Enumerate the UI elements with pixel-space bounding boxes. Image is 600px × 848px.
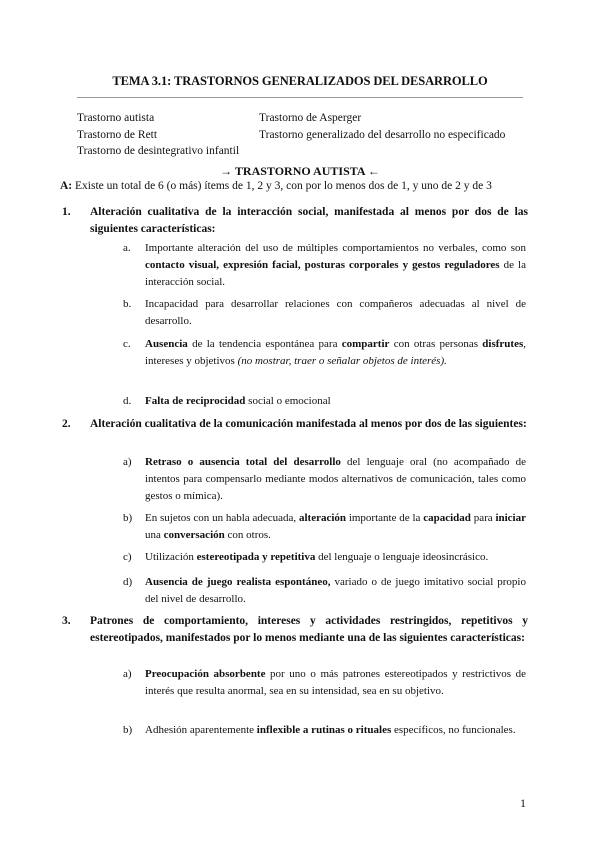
- sub-item-label: d.: [123, 395, 132, 407]
- item-heading: Alteración cualitativa de la interacción social, manifestada al menos por dos de las siguientes características:: [90, 206, 528, 235]
- sub-text-bold: Preocupación absorbente: [145, 668, 266, 680]
- sub-text: con otras personas: [389, 338, 483, 350]
- sub-text-bold: disfrutes: [482, 338, 524, 350]
- sub-text-bold: compartir: [341, 338, 390, 350]
- sub-item-label: c.: [123, 338, 131, 350]
- sub-text-bold: Ausencia: [145, 338, 188, 350]
- sub-text-bold: Retraso o ausencia total del desarrollo: [145, 456, 341, 468]
- sub-item: [123, 574, 526, 608]
- disorder-item: Trastorno de Asperger: [259, 112, 362, 124]
- sub-text: específicos, no funcionales.: [391, 724, 516, 736]
- disorder-item: Trastorno generalizado del desarrollo no especificado: [259, 128, 506, 141]
- sub-text: Utilización: [145, 551, 197, 563]
- sub-text-bold: contacto visual, expresión facial, posturas corporales y gestos reguladores: [145, 259, 500, 271]
- sub-item-label: a): [123, 456, 132, 468]
- criterion-item-3: [62, 613, 528, 647]
- sub-item-label: c): [123, 551, 132, 563]
- sub-item-label: b): [123, 724, 133, 736]
- sub-text: Importante alteración del uso de múltiples comportamientos no verbales, como son: [145, 242, 526, 254]
- sub-text-italic: (no mostrar, traer o señalar objetos de interés).: [237, 355, 447, 367]
- sub-item-label: a): [123, 668, 132, 680]
- sub-text-bold: inflexible a rutinas o rituales: [256, 724, 392, 736]
- page-number: 1: [520, 796, 526, 810]
- sub-text: social o emocional: [245, 395, 331, 407]
- sub-text: En sujetos con un habla adecuada,: [145, 512, 299, 524]
- criterion-a-text: Existe un total de 6 (o más) ítems de 1, 2 y 3, con por lo menos dos de 1, y uno de 2 y de 3: [75, 180, 492, 192]
- sub-item-label: d): [123, 576, 133, 588]
- sub-text-bold: estereotipada y repetitiva: [196, 551, 316, 563]
- sub-text: variado o de juego imitativo social propio del nivel de desarrollo.: [145, 576, 526, 605]
- sub-item: [123, 336, 526, 370]
- sub-text: Incapacidad para desarrollar relaciones con compañeros adecuadas al nivel de desarrollo.: [145, 298, 526, 327]
- section-heading: → TRASTORNO AUTISTA ←: [220, 164, 380, 178]
- disorder-list-col2: [259, 110, 549, 143]
- item-number: 1.: [62, 206, 71, 218]
- disorder-item: Trastorno de desintegrativo infantil: [77, 145, 240, 157]
- sub-text-bold: Ausencia de juego realista espontáneo,: [145, 576, 331, 588]
- sub-text: de la interacción social.: [145, 259, 526, 288]
- sub-text-bold: Falta de reciprocidad: [145, 395, 246, 407]
- sub-text: del lenguaje o lenguaje ideosincrásico.: [315, 551, 489, 563]
- item-number: 2.: [62, 418, 71, 430]
- sub-item-label: b.: [123, 298, 132, 310]
- sub-item: [123, 454, 526, 505]
- sub-text-bold: alteración: [298, 512, 347, 524]
- sub-text-bold: iniciar: [495, 512, 526, 524]
- sub-item: [123, 666, 526, 700]
- sub-text: para: [470, 512, 496, 524]
- criterion-a: [60, 180, 540, 192]
- page-title: TEMA 3.1: TRASTORNOS GENERALIZADOS DEL DESARROLLO: [112, 74, 488, 88]
- sub-item: [123, 393, 526, 410]
- criterion-item-2: [62, 416, 528, 433]
- disorder-item: Trastorno autista: [77, 112, 155, 124]
- criterion-a-label: A:: [60, 180, 73, 192]
- disorder-list-col1: [77, 110, 267, 160]
- sub-text-bold: conversación: [163, 529, 225, 541]
- item-number: 3.: [62, 615, 71, 627]
- sub-item: [123, 296, 526, 330]
- sub-item: [123, 722, 526, 739]
- sub-item: [123, 240, 526, 291]
- sub-text: con otros.: [224, 529, 271, 541]
- sub-text: , intereses y objetivos: [145, 338, 526, 367]
- criterion-item-1: [62, 204, 528, 238]
- disorder-item: Trastorno de Rett: [77, 128, 158, 141]
- item-heading: Patrones de comportamiento, intereses y actividades restringidos, repetitivos y estereotipados, manifestados por lo menos mediante una de las siguientes características:: [90, 615, 528, 644]
- sub-text: por uno o más patrones estereotipados y restrictivos de interés que resulta anormal, sea en su intensidad, sea en su objetivo.: [145, 668, 526, 697]
- sub-text: de la tendencia espontánea para: [187, 338, 342, 350]
- sub-text: una: [145, 529, 164, 541]
- sub-item: [123, 510, 526, 544]
- sub-text: Adhesión aparentemente: [145, 724, 257, 736]
- sub-text: importante de la: [346, 512, 424, 524]
- sub-item-label: a.: [123, 242, 131, 254]
- sub-item-label: b): [123, 512, 133, 524]
- item-heading: Alteración cualitativa de la comunicación manifestada al menos por dos de las siguientes:: [90, 418, 527, 430]
- sub-text: del lenguaje oral (no acompañado de intentos para compensarlo mediante modos alternativos de comunicación, tales como gestos o mímica).: [145, 456, 526, 502]
- sub-text-bold: capacidad: [423, 512, 471, 524]
- title-divider: [77, 97, 523, 98]
- sub-item: [123, 549, 526, 566]
